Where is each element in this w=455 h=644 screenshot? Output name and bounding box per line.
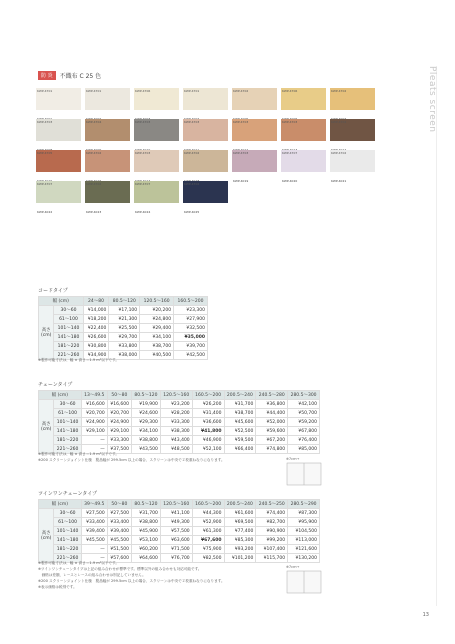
price-cell: ¥40,500 (140, 351, 174, 360)
price-cell: ¥76,700 (160, 554, 192, 563)
swatch (85, 119, 130, 147)
price-cell: ¥16,600 (81, 400, 107, 409)
price-cell: ¥59,200 (288, 418, 320, 427)
swatch-code-top: KWP-4702 (331, 89, 347, 93)
swatch-row (36, 181, 381, 214)
price-cell: ¥52,000 (256, 418, 288, 427)
column-header: 50～80 (107, 391, 131, 400)
table-corner: 幅 (cm) (39, 391, 82, 400)
price-cell: ¥64,600 (131, 554, 160, 563)
table-row (39, 342, 208, 351)
swatch-code-top: KWP-4701 (86, 89, 102, 93)
swatch-code-top: KWP-4703 (282, 120, 298, 124)
swatch (134, 150, 179, 178)
price-cell: ¥45,500 (107, 536, 131, 545)
price-cell: ¥43,400 (160, 436, 192, 445)
price-cell: ¥14,000 (83, 306, 109, 315)
price-cell: ¥34,900 (83, 351, 109, 360)
swatch-code-top: KWP-4702 (86, 151, 102, 155)
price-cell: ¥31,700 (224, 400, 256, 409)
swatch-code-top: KWP-4701 (37, 89, 53, 93)
price-cell: ¥38,700 (224, 409, 256, 418)
side-rule (436, 66, 437, 606)
price-cell: ¥90,900 (256, 527, 288, 536)
twin-note-4: ※200 スクリーンジョイント仕様 製品幅が 299.5cm 以上の場合、スクリーンは中央で２枚重ねなりになります。 (38, 579, 225, 583)
price-cell: ¥29,100 (107, 427, 131, 436)
swatch (183, 181, 228, 214)
price-cell: ¥36,600 (192, 418, 224, 427)
column-header: 13～49.5 (81, 391, 107, 400)
vertical-title: Pleats screen (427, 66, 437, 133)
price-cell: ¥19,900 (131, 400, 160, 409)
price-cell: ¥63,600 (160, 536, 192, 545)
price-cell: ¥42,100 (288, 400, 320, 409)
price-cell: ¥48,500 (160, 445, 192, 454)
swatch-code-top: KWP-4706 (135, 89, 151, 93)
price-cell: ¥38,300 (160, 427, 192, 436)
chain-diagram-label: ※7cm→ (286, 457, 300, 461)
price-cell: ¥35,000 (174, 333, 208, 342)
page-number: 13 (422, 612, 429, 618)
twin-note-3: 価格は差額、レースとレースの組み合わせは別記していません。 (38, 573, 146, 577)
twin-chain-price-table (38, 499, 320, 563)
price-cell: ¥57,600 (107, 554, 131, 563)
price-cell: ¥52,100 (192, 445, 224, 454)
swatch-code-top: KWP-4707 (282, 151, 298, 155)
price-cell: ¥31,400 (192, 409, 224, 418)
row-header: 61～100 (54, 518, 81, 527)
price-cell: ¥24,900 (107, 418, 131, 427)
table-row (39, 306, 208, 315)
price-cell: ¥69,500 (224, 518, 256, 527)
swatch-code-top: KWP-4703 (233, 120, 249, 124)
swatch-code-top: KWP-4702 (233, 89, 249, 93)
twin-chain-type-title: ツインワンチェーンタイプ (38, 491, 98, 497)
column-header: 120.5～160 (160, 500, 192, 509)
price-cell: ¥115,700 (256, 554, 288, 563)
price-cell: ¥107,400 (256, 545, 288, 554)
price-cell: ¥85,000 (288, 445, 320, 454)
price-cell: ¥39,700 (174, 342, 208, 351)
swatch-row (36, 88, 381, 116)
price-cell: ¥27,500 (81, 509, 107, 518)
twin-note-1: ※製作可能寸法は、幅 × 高さ＝1.9 m²以下です。 (38, 561, 119, 565)
table-row (39, 409, 320, 418)
swatch (232, 88, 277, 116)
row-header: 221～260 (54, 445, 81, 454)
row-header: 181～220 (54, 342, 83, 351)
price-cell: ¥29,300 (131, 418, 160, 427)
row-header: 61～100 (54, 315, 83, 324)
price-cell: ¥29,400 (140, 324, 174, 333)
price-cell: ¥38,800 (131, 518, 160, 527)
price-cell: ¥53,100 (131, 536, 160, 545)
price-cell: ¥33,300 (160, 418, 192, 427)
price-cell: ¥17,100 (109, 306, 140, 315)
row-header: 181～220 (54, 436, 81, 445)
swatch (36, 88, 81, 116)
price-cell: — (81, 445, 107, 454)
row-header: 221～260 (54, 554, 81, 563)
price-cell: ¥23,200 (160, 400, 192, 409)
swatch-code-top: KWP-4703 (233, 151, 249, 155)
chain-note-2: ※200 スクリーンジョイント仕様 製品幅が 299.5cm 以上の場合、スクリーンは中央で２枚重ねなりになります。 (38, 458, 225, 462)
price-cell: ¥61,300 (192, 527, 224, 536)
swatch-code-top: KWP-4703 (184, 120, 200, 124)
price-cell: ¥121,600 (288, 545, 320, 554)
price-cell: ¥23,300 (174, 306, 208, 315)
swatch (85, 181, 130, 214)
swatch-code: KWP-4019 (233, 179, 249, 183)
price-cell: — (81, 554, 107, 563)
price-cell: ¥30,800 (83, 342, 109, 351)
swatch (134, 88, 179, 116)
price-cell: ¥38,700 (140, 342, 174, 351)
price-cell: ¥33,400 (107, 518, 131, 527)
price-cell: ¥60,200 (131, 545, 160, 554)
chain-type-title: チェーンタイプ (38, 382, 73, 388)
price-cell: — (81, 545, 107, 554)
swatch (134, 181, 179, 214)
price-cell: ¥52,900 (192, 518, 224, 527)
price-cell: ¥113,000 (288, 536, 320, 545)
table-row (39, 518, 320, 527)
price-cell: ¥82,500 (192, 554, 224, 563)
height-label: 高さ(cm) (39, 509, 54, 563)
price-cell: ¥85,300 (224, 536, 256, 545)
price-cell: ¥38,800 (131, 436, 160, 445)
swatch (281, 119, 326, 147)
swatch-row (36, 119, 381, 147)
row-header: 141～180 (54, 427, 81, 436)
price-cell: ¥37,500 (107, 445, 131, 454)
twin-note-2: ※ツインワンチェーンタイプは上記の組み合わせが標準です。標準以外の組み合わせも対応可能です。 (38, 567, 202, 571)
collection-title: 不織布 C 25 色 (59, 72, 102, 80)
column-header: 120.5～160 (140, 297, 174, 306)
chain-joint-diagram (284, 455, 324, 487)
swatch-code: KWP-4024 (135, 210, 151, 214)
price-cell: ¥22,400 (83, 324, 109, 333)
swatch-code-top: KWP-4707 (135, 182, 151, 186)
cord-note: ※製作可能寸法は、幅 × 高さ＝1.9 m²以下です。 (38, 358, 119, 362)
price-cell: ¥57,500 (160, 527, 192, 536)
swatch-code: KWP-4023 (86, 210, 102, 214)
table-row (39, 509, 320, 518)
price-cell: ¥38,000 (109, 351, 140, 360)
row-header: 221～260 (54, 351, 83, 360)
price-cell: ¥67,800 (288, 427, 320, 436)
price-cell: ¥45,600 (224, 418, 256, 427)
swatch-code-top: KWP-4703 (37, 120, 53, 124)
swatch-code-top: KWP-4701 (184, 89, 200, 93)
swatch (36, 150, 81, 178)
column-header: 50～80 (107, 500, 131, 509)
swatch-code-top: KWP-4702 (86, 182, 102, 186)
price-cell: ¥71,500 (160, 545, 192, 554)
swatch-code-top: KWP-4704 (331, 120, 347, 124)
cord-type-title: コードタイプ (38, 288, 68, 294)
price-cell: ¥21,300 (109, 315, 140, 324)
price-cell: ¥33,400 (81, 518, 107, 527)
price-cell: ¥18,200 (83, 315, 109, 324)
column-header: 24～80 (83, 297, 109, 306)
price-cell: ¥41,800 (192, 427, 224, 436)
price-cell: ¥29,100 (81, 427, 107, 436)
price-cell: ¥87,300 (288, 509, 320, 518)
price-cell: ¥42,500 (174, 351, 208, 360)
price-cell: ¥41,100 (160, 509, 192, 518)
swatch-code: KWP-4021 (331, 179, 347, 183)
price-cell: ¥34,100 (140, 333, 174, 342)
cord-price-table (38, 296, 208, 360)
swatch-code-top: KWP-4707 (37, 182, 53, 186)
swatch (183, 119, 228, 147)
chain-price-table (38, 390, 320, 454)
swatch-code-top: KWP-4703 (135, 120, 151, 124)
price-cell: ¥24,800 (140, 315, 174, 324)
swatch (281, 150, 326, 183)
price-cell: ¥33,800 (109, 342, 140, 351)
height-label: 高さ(cm) (39, 306, 54, 360)
column-header: 160.5～200 (174, 297, 208, 306)
column-header: 240.5～250 (256, 500, 288, 509)
table-row (39, 527, 320, 536)
price-cell: ¥43,500 (131, 445, 160, 454)
price-cell: ¥51,500 (107, 545, 131, 554)
table-row (39, 315, 208, 324)
price-cell: ¥45,900 (131, 527, 160, 536)
swatch-code-top: KWP-4702 (184, 151, 200, 155)
table-row (39, 418, 320, 427)
swatch-code-top: KWP-4704 (86, 120, 102, 124)
swatch (36, 181, 81, 214)
swatch (134, 119, 179, 147)
price-cell: ¥104,500 (288, 527, 320, 536)
price-cell: ¥26,600 (83, 333, 109, 342)
price-cell: ¥66,400 (224, 445, 256, 454)
price-cell: ¥76,400 (288, 436, 320, 445)
price-cell: ¥25,500 (109, 324, 140, 333)
twin-note-5: ※表示価格は税別です。 (38, 585, 77, 589)
swatch (330, 150, 375, 183)
price-cell: ¥130,200 (288, 554, 320, 563)
swatch (232, 119, 277, 147)
row-header: 30～60 (54, 306, 83, 315)
swatch (183, 88, 228, 116)
row-header: 30～60 (54, 400, 81, 409)
price-cell: ¥82,700 (256, 518, 288, 527)
row-header: 61～100 (54, 409, 81, 418)
price-cell: ¥77,400 (224, 527, 256, 536)
price-cell: ¥75,900 (192, 545, 224, 554)
price-cell: ¥20,200 (140, 306, 174, 315)
price-cell: ¥67,200 (256, 436, 288, 445)
price-cell: ¥31,700 (131, 509, 160, 518)
price-cell: ¥74,400 (256, 509, 288, 518)
price-cell: ¥16,600 (107, 400, 131, 409)
table-row (39, 536, 320, 545)
height-label: 高さ(cm) (39, 400, 54, 454)
swatch (281, 88, 326, 116)
price-cell: ¥26,200 (192, 400, 224, 409)
swatch (183, 150, 228, 178)
column-header: 160.5～200 (192, 391, 224, 400)
column-header: 280.5～290 (288, 500, 320, 509)
row-header: 181～220 (54, 545, 81, 554)
price-cell: ¥28,200 (160, 409, 192, 418)
table-row (39, 436, 320, 445)
swatch (330, 88, 375, 116)
column-header: 240.5～280 (256, 391, 288, 400)
price-cell: ¥49,300 (160, 518, 192, 527)
price-cell: ¥95,900 (288, 518, 320, 527)
price-cell: ¥93,200 (224, 545, 256, 554)
column-header: 200.5～240 (224, 391, 256, 400)
swatch-code-top: KWP-4702 (184, 182, 200, 186)
table-row (39, 333, 208, 342)
column-header: 200.5～240 (224, 500, 256, 509)
column-header: 120.5～160 (160, 391, 192, 400)
price-cell: ¥24,600 (131, 409, 160, 418)
swatch (330, 119, 375, 147)
price-cell: ¥33,300 (107, 436, 131, 445)
table-corner: 幅 (cm) (39, 297, 84, 306)
column-header: 80.5～120 (109, 297, 140, 306)
swatch-code: KWP-4025 (184, 210, 200, 214)
column-header: 280.5～300 (288, 391, 320, 400)
swatch-grid (36, 88, 381, 212)
row-header: 141～180 (54, 333, 83, 342)
table-corner: 幅 (cm) (39, 500, 82, 509)
price-cell: ¥46,900 (192, 436, 224, 445)
column-header: 160.5～200 (192, 500, 224, 509)
price-cell: ¥39,400 (107, 527, 131, 536)
chain-note-1: ※製作可能寸法は、幅 × 高さ＝1.9 m²以下です。 (38, 452, 119, 456)
swatch-code-top: KWP-4703 (135, 151, 151, 155)
price-cell: ¥101,200 (224, 554, 256, 563)
row-header: 101～140 (54, 324, 83, 333)
price-cell: ¥36,800 (256, 400, 288, 409)
twin-diagram-label: ※7cm→ (286, 565, 300, 569)
price-cell: ¥50,700 (288, 409, 320, 418)
price-cell: ¥29,700 (109, 333, 140, 342)
table-row (39, 427, 320, 436)
row-header: 30～60 (54, 509, 81, 518)
swatch (85, 88, 130, 116)
price-cell: ¥74,800 (256, 445, 288, 454)
price-cell: ¥45,500 (81, 536, 107, 545)
flameproof-badge: 防 炎 (38, 71, 56, 80)
swatch (36, 119, 81, 147)
row-header: 141～180 (54, 536, 81, 545)
column-header: 80.5～120 (131, 500, 160, 509)
price-cell: ¥32,500 (174, 324, 208, 333)
twin-joint-diagram (284, 563, 324, 595)
price-cell: ¥59,500 (224, 436, 256, 445)
price-cell: ¥27,500 (107, 509, 131, 518)
price-cell: ¥27,900 (174, 315, 208, 324)
price-cell: ¥34,100 (131, 427, 160, 436)
column-header: 80.5～120 (131, 391, 160, 400)
swatch-code: KWP-4022 (37, 210, 53, 214)
table-row (39, 324, 208, 333)
row-header: 101～140 (54, 527, 81, 536)
price-cell: ¥61,600 (224, 509, 256, 518)
price-cell: ¥44,300 (192, 509, 224, 518)
price-cell: ¥67,600 (192, 536, 224, 545)
price-cell: ¥59,600 (256, 427, 288, 436)
swatch-code-top: KWP-4705 (37, 151, 53, 155)
price-cell: ¥39,400 (81, 527, 107, 536)
row-header: 101～140 (54, 418, 81, 427)
price-cell: ¥20,700 (107, 409, 131, 418)
swatch-code: KWP-4020 (282, 179, 298, 183)
swatch-code-top: KWP-4702 (331, 151, 347, 155)
price-cell: ¥20,700 (81, 409, 107, 418)
price-cell: ¥44,400 (256, 409, 288, 418)
price-cell: ¥52,500 (224, 427, 256, 436)
price-cell: ¥99,200 (256, 536, 288, 545)
table-row (39, 545, 320, 554)
swatch-row (36, 150, 381, 183)
table-row (39, 400, 320, 409)
price-cell: ¥24,900 (81, 418, 107, 427)
column-header: 39～49.5 (81, 500, 107, 509)
collection-header (38, 70, 101, 80)
swatch-code-top: KWP-4706 (282, 89, 298, 93)
swatch (85, 150, 130, 178)
swatch (232, 150, 277, 183)
price-cell: — (81, 436, 107, 445)
